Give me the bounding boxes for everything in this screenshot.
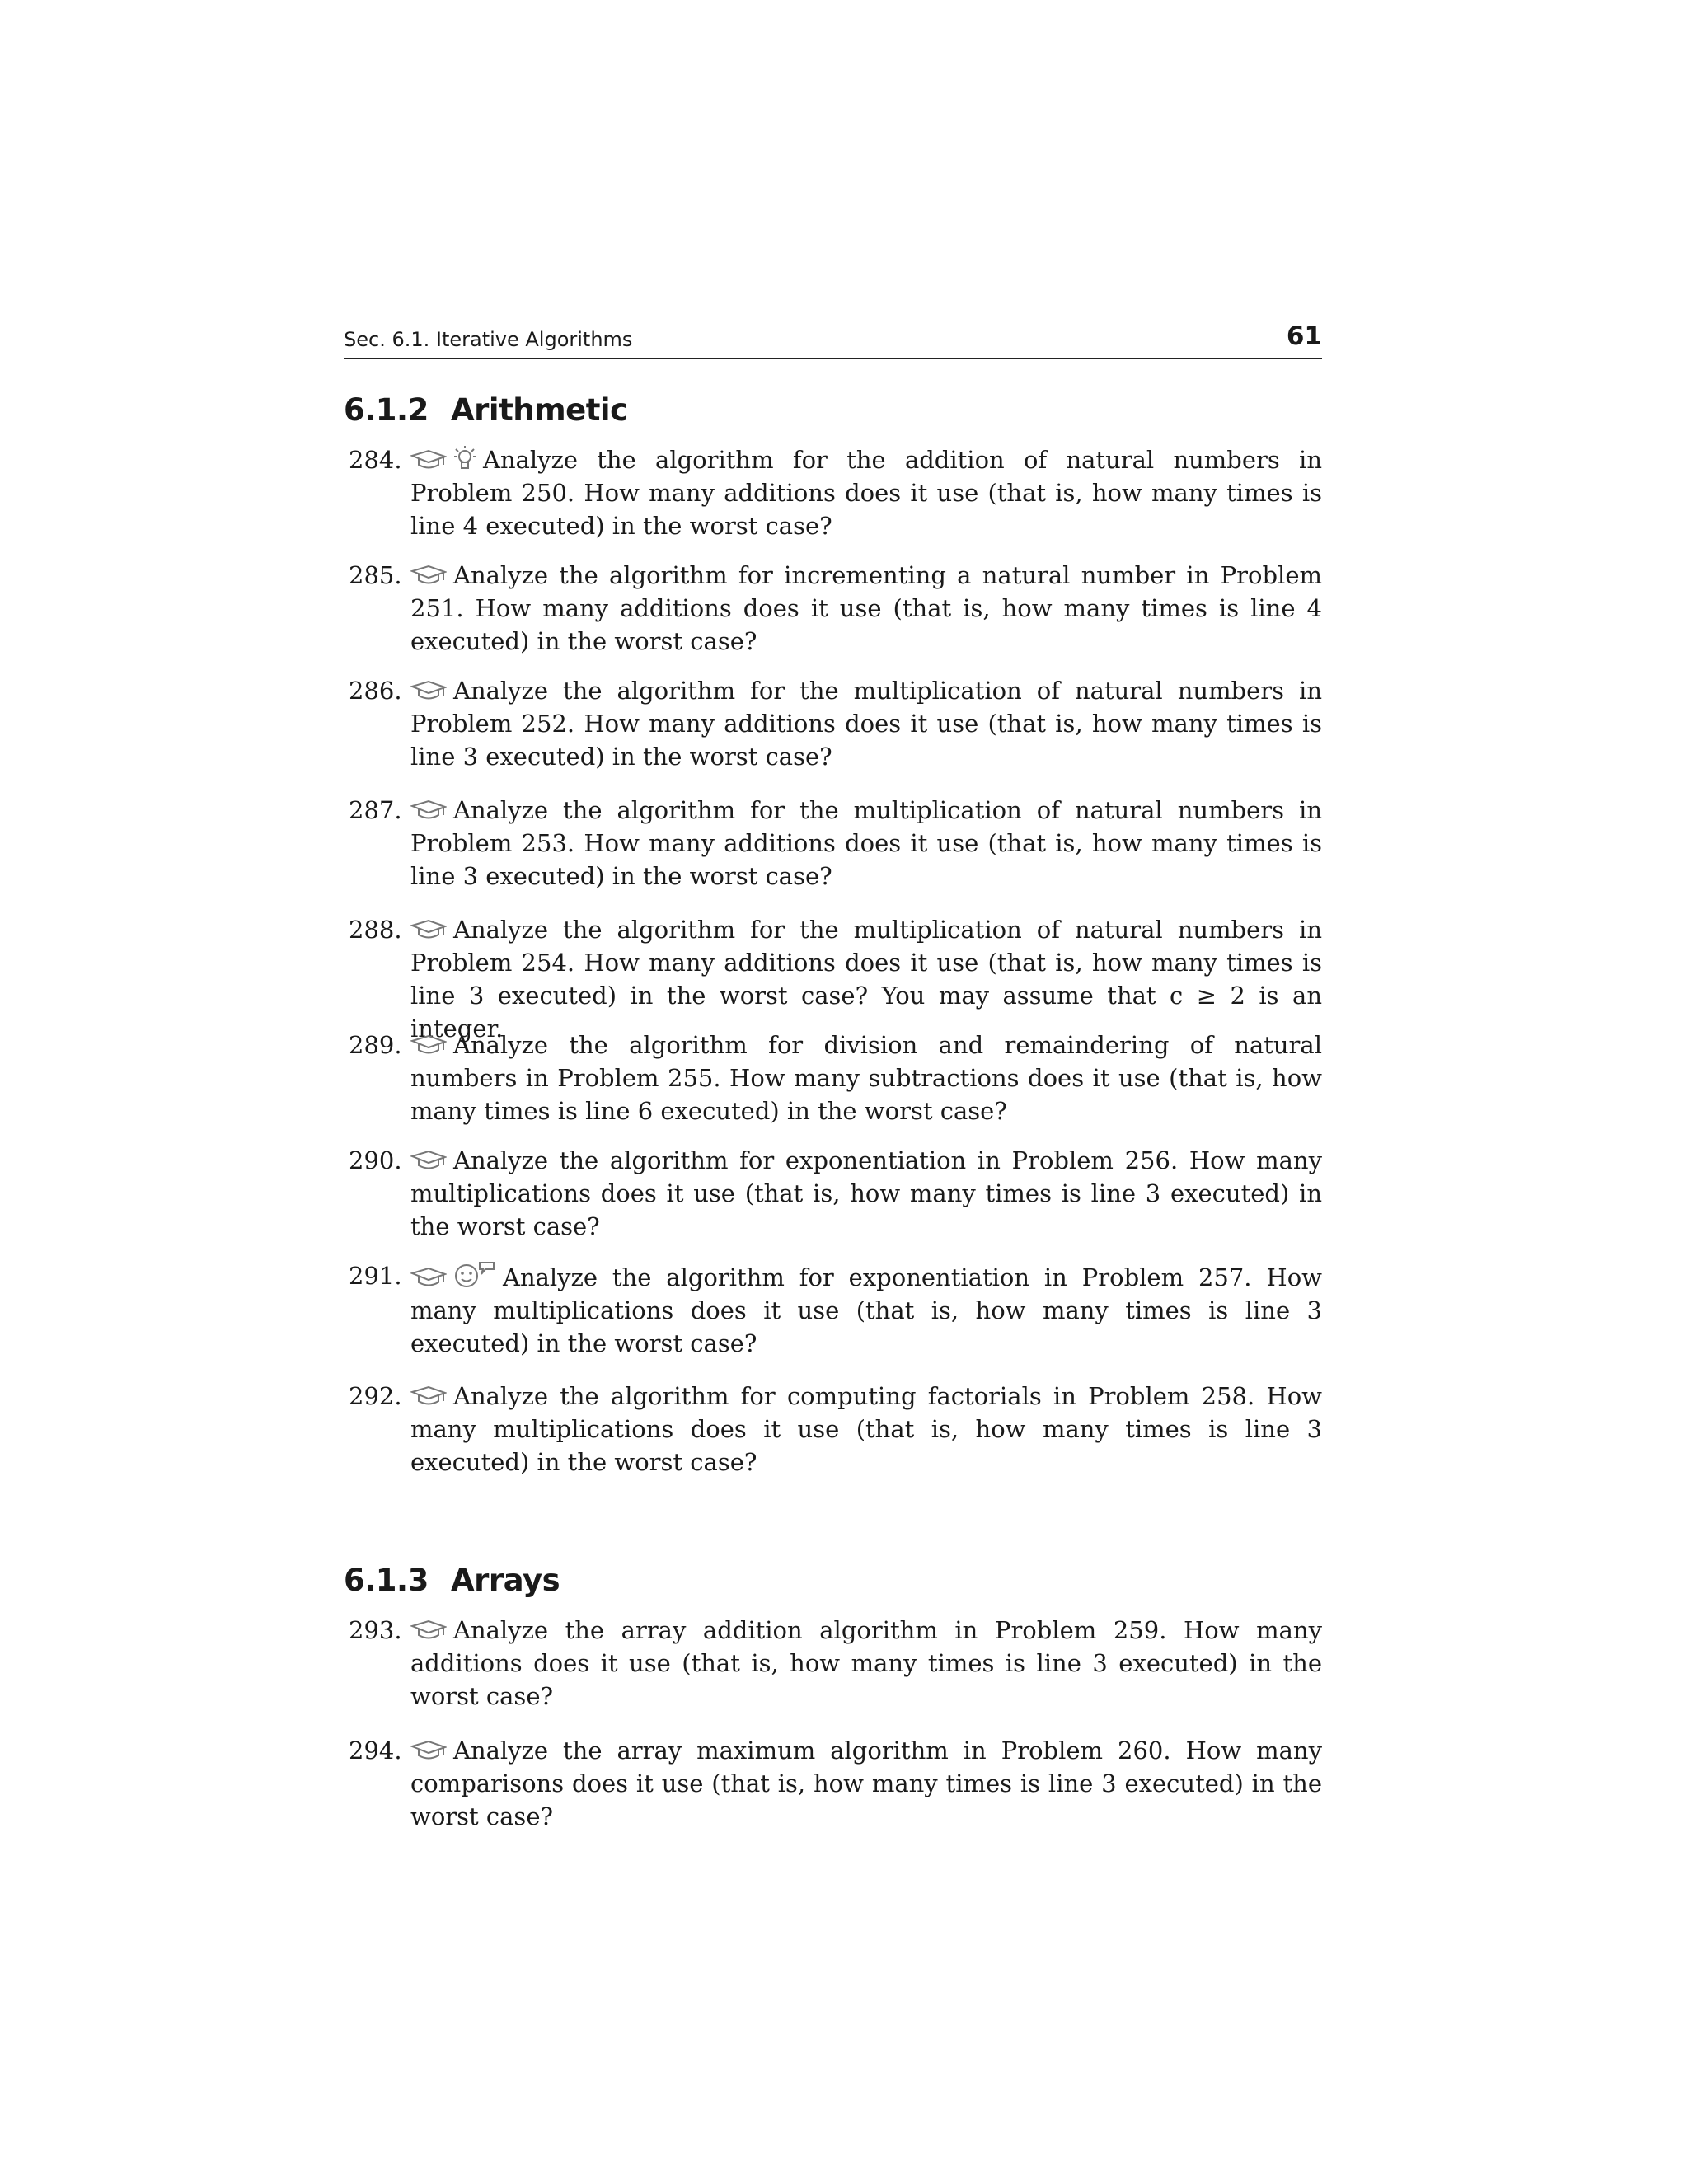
- graduation-cap-icon: [410, 679, 447, 702]
- problem-text: Analyze the array maximum algorithm in Problem 260. How many comparisons does it use (that is, how many times is line 3 executed) in the worst case?: [410, 1736, 1322, 1830]
- problem-item: [344, 913, 1322, 1045]
- problem-text: Analyze the algorithm for division and remaindering of natural numbers in Problem 255. How many subtractions does it use (that is, how many times is line 6 executed) in the worst case?: [410, 1031, 1322, 1125]
- problem-item: [344, 674, 1322, 773]
- problem-number: 294.: [349, 1736, 402, 1765]
- section-label: Sec. 6.1. Iterative Algorithms: [344, 328, 633, 351]
- problem-item: [344, 1259, 1322, 1360]
- section-number: 6.1.2: [344, 392, 429, 428]
- problem-number: 284.: [349, 446, 402, 474]
- problem-number: 293.: [349, 1616, 402, 1644]
- problem-item: [344, 1380, 1322, 1479]
- problem-item: [344, 1029, 1322, 1127]
- problem-number: 288.: [349, 916, 402, 944]
- problem-text: Analyze the array addition algorithm in Problem 259. How many additions does it use (that is, how many times is line 3 executed) in the worst case?: [410, 1616, 1322, 1710]
- problem-item: [344, 1734, 1322, 1833]
- problem-number: 290.: [349, 1146, 402, 1174]
- page-number: 61: [1286, 321, 1322, 351]
- section-heading-arrays: [344, 1563, 560, 1598]
- smiley-speech-icon: [453, 1259, 496, 1289]
- problem-text: Analyze the algorithm for the multiplication of natural numbers in Problem 252. How many additions does it use (that is, how many times is line 3 executed) in the worst case?: [410, 677, 1322, 771]
- problem-text: Analyze the algorithm for the multiplication of natural numbers in Problem 253. How many additions does it use (that is, how many times is line 3 executed) in the worst case?: [410, 796, 1322, 890]
- problem-item: [344, 1614, 1322, 1713]
- graduation-cap-icon: [410, 564, 447, 587]
- problem-text: Analyze the algorithm for the addition of natural numbers in Problem 250. How many additions does it use (that is, how many times is line 4 executed) in the worst case?: [410, 446, 1322, 540]
- graduation-cap-icon: [410, 1149, 447, 1172]
- problem-number: 286.: [349, 677, 402, 705]
- problem-text: Analyze the algorithm for computing factorials in Problem 258. How many multiplications does it use (that is, how many times is line 3 executed) in the worst case?: [410, 1382, 1322, 1476]
- problem-text: Analyze the algorithm for incrementing a natural number in Problem 251. How many additions does it use (that is, how many times is line 4 executed) in the worst case?: [410, 561, 1322, 655]
- problem-number: 292.: [349, 1382, 402, 1410]
- problem-text: Analyze the algorithm for exponentiation in Problem 257. How many multiplications does it use (that is, how many times is line 3 executed) in the worst case?: [410, 1263, 1322, 1357]
- graduation-cap-icon: [410, 1266, 447, 1289]
- section-title: Arrays: [451, 1563, 560, 1598]
- problem-number: 285.: [349, 561, 402, 589]
- graduation-cap-icon: [410, 799, 447, 822]
- graduation-cap-icon: [410, 448, 447, 471]
- section-heading-arithmetic: [344, 392, 628, 428]
- graduation-cap-icon: [410, 1385, 447, 1408]
- problem-text: Analyze the algorithm for the multiplication of natural numbers in Problem 254. How many additions does it use (that is, how many times is line 3 executed) in the worst case? You may assume that c ≥ 2 is an integer.: [410, 916, 1322, 1043]
- section-number: 6.1.3: [344, 1563, 429, 1598]
- section-title: Arithmetic: [451, 392, 628, 428]
- graduation-cap-icon: [410, 1033, 447, 1057]
- problem-number: 287.: [349, 796, 402, 824]
- running-header: [344, 320, 1322, 359]
- graduation-cap-icon: [410, 1619, 447, 1642]
- problem-text: Analyze the algorithm for exponentiation in Problem 256. How many multiplications does it use (that is, how many times is line 3 executed) in the worst case?: [410, 1146, 1322, 1240]
- problem-item: [344, 1144, 1322, 1243]
- problem-item: [344, 443, 1322, 542]
- problem-item: [344, 794, 1322, 893]
- graduation-cap-icon: [410, 1739, 447, 1762]
- problem-item: [344, 559, 1322, 658]
- lightbulb-icon: [453, 445, 476, 471]
- graduation-cap-icon: [410, 918, 447, 941]
- problem-number: 291.: [349, 1262, 402, 1290]
- problem-number: 289.: [349, 1031, 402, 1059]
